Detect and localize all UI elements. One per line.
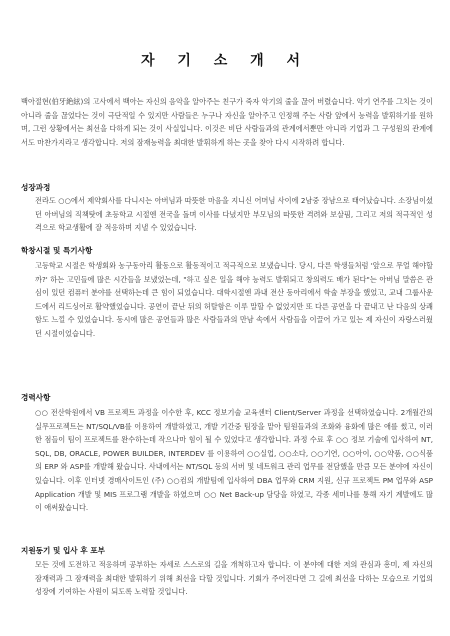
- section-heading-motivation: 지원동기 및 입사 후 포부: [21, 546, 105, 555]
- section-heading-school: 학창시절 및 특기사항: [21, 246, 93, 255]
- document-title: 자 기 소 개 서: [140, 53, 310, 69]
- section-body-school: 고등학교 시절은 학생회와 농구동아리 활동으로 활동적이고 적극적으로 보냈습니다. 당시, 다른 학생들처럼 '앞으로 무얼 해야할까?' 하는 고민들에 많은 시간들을 보냈었는데, "하고 싶은 일을 해야 능력도 발휘되고 창의력도 배가 된다"는 아버님 말씀은 관심이 있던 컴퓨터 분야를 선택하는데 큰 힘이 되었습니다. 대학시절엔 과내 전산 동아리에서 학술 부장을 했었고, 교내 그룹사운드에서 리드싱어로 활약했었습니다. 공연이 끝난 뒤의 허탈함은 이루 말할 수 없었지만 또 다른 공연을 다 끝내고 난 다음의 상쾌함도 느낄 수 있었습니다. 동시에 많은 공연들과 많은 사람들과의 만남 속에서 사람들을 이끌어 가고 있는 제 자신이 자랑스러웠던 시절이었습니다.: [35, 261, 433, 338]
- section-heading-career: 경력사항: [21, 393, 51, 402]
- intro-paragraph: 백아절현(伯牙絶絃)의 고사에서 백아는 자신의 음악을 알아주는 친구가 죽자 악기의 줄을 끊어 버렸습니다. 악기 연주를 그치는 것이 아니라 줄을 끊었다는 것이 극단적일 수 있지만 사람들은 누구나 자신을 알아주고 인정해 주는 사람 앞에서 능력을 발휘하기를 원하며, 그런 상황에서는 최선을 다하게 되는 것이 사실입니다. 이것은 비단 사람들과의 관계에서뿐만 아니라 기업과 그 구성원의 관계에서도 마찬가지라고 생각합니다. 저의 잠재능력을 최대한 발휘하게 하는 곳을 찾아 다시 시작하려 합니다.: [21, 97, 433, 147]
- section-body-motivation: 모든 것에 도전하고 적응하며 공부하는 자세로 스스로의 길을 개척하고자 합니다. 이 분야에 대한 저의 관심과 흥미, 제 자신의 잠재력과 그 잠재력을 최대한 발휘하기 위해 최선을 다할 것입니다. 기회가 주어진다면 그 길에 최선을 다하는 모습으로 기업의 성장에 기여하는 사원이 되도록 노력할 것입니다.: [35, 560, 433, 597]
- section-heading-growth: 성장과정: [21, 183, 51, 192]
- section-body-career: ○○ 전산학원에서 VB 프로젝트 과정을 이수한 후, KCC 정보기술 교육센터 Client/Server 과정을 선택하였습니다. 2개월간의 실무프로젝트는 NT/SQL/VB를 이용하여 개발하였고, 개발 기간중 팀장을 맡아 팀원들과의 조화와 융화에 많은 애를 썼고, 이러한 점들이 팀이 프로젝트를 완수하는데 작으나마 힘이 될 수 있었다고 생각합니다. 과정 수료 후 ○○ 정보 기술에 입사하여 NT, SQL, DB, ORACLE, POWER BUILDER, INTERDEV 를 이용하여 ○○실업, ○○소다, ○○기연, ○○아이, ○○약품, ○○식품의 ERP 와 ASP를 개발해 왔습니다. 사내에서는 NT/SQL 등의 서버 및 네트워크 관리 업무를 전담했을 만큼 모든 분야에 자신이 있습니다. 이후 인터넷 경매사이트인 (주) ○○컴의 개발팀에 입사하여 DBA 업무와 CRM 지원, 신규 프로젝트 PM 업무와 ASP Application 개발 및 MIS 프로그램 개발을 하였으며 ○○ Net Back-up 담당을 하였고, 각종 세미나를 통해 자기 계발에도 많이 애써왔습니다.: [35, 408, 433, 513]
- section-body-growth: 전라도 ○○에서 제약회사를 다니시는 아버님과 따뜻한 마음을 지니신 어머님 사이에 2남중 장남으로 태어났습니다. 소장님이셨던 아버님의 직책탓에 초등학교 시절엔 전국을 돌며 이사를 다녔지만 부모님의 따뜻한 격려와 보살핌, 그리고 저의 적극적인 성격으로 학교생활에 잘 적응하며 지낼 수 있었습니다.: [35, 196, 433, 233]
